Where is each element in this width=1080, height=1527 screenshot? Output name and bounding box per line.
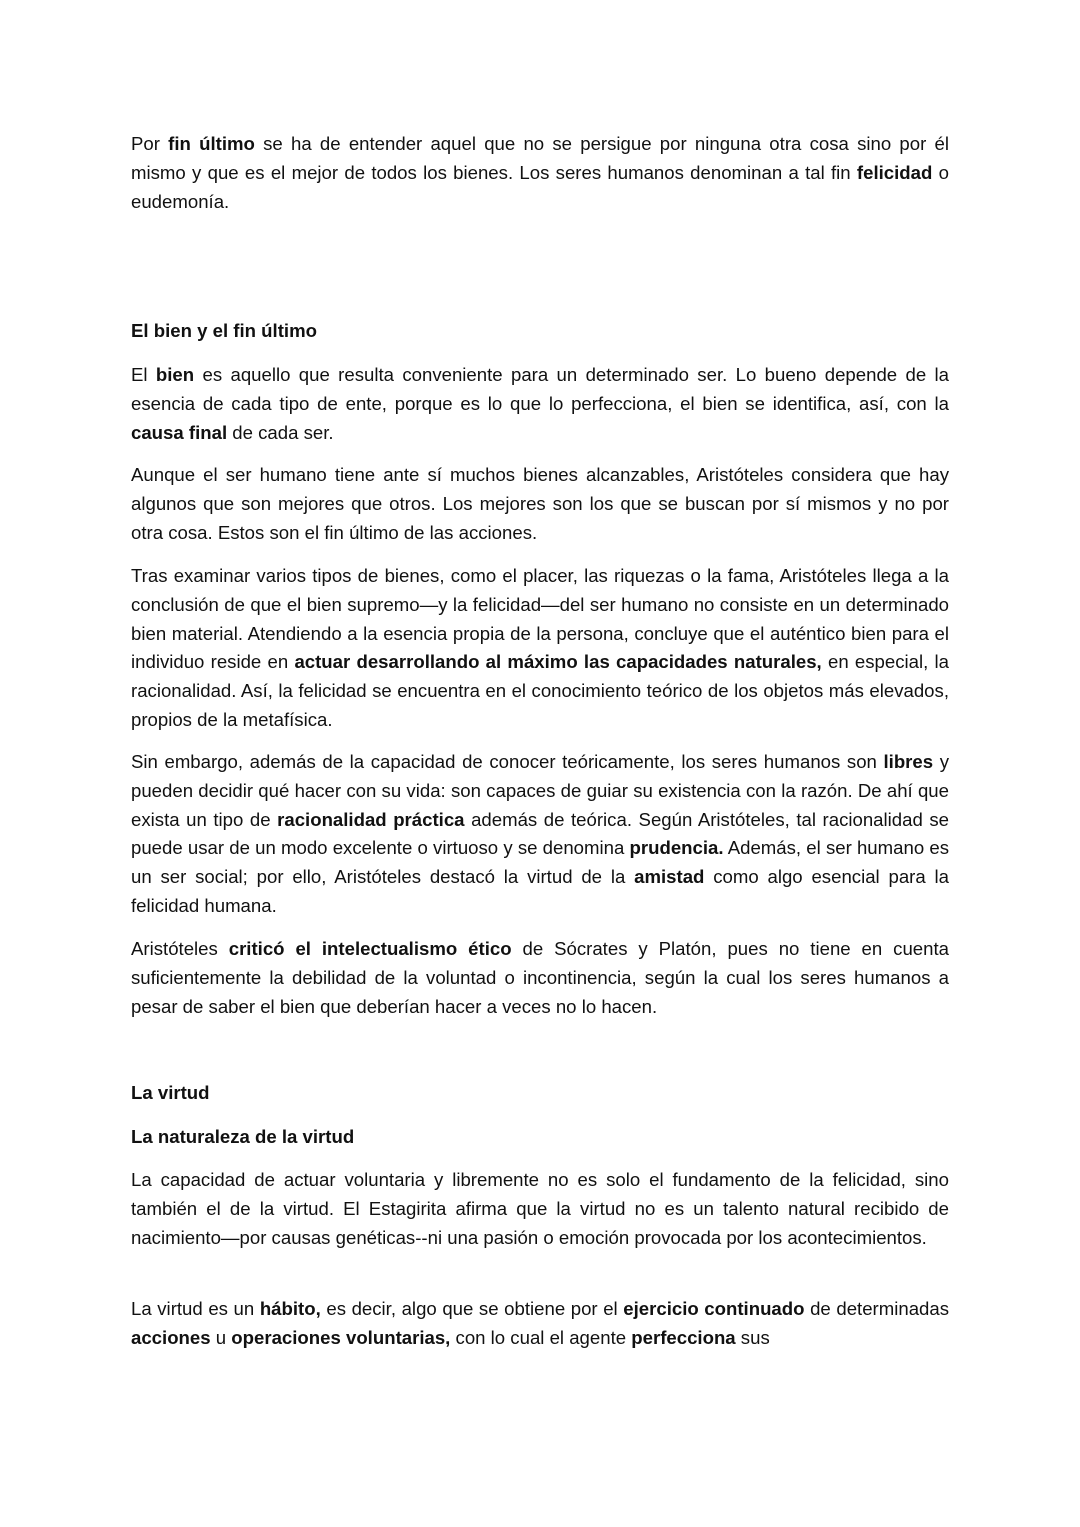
text-run: de Sócrates y Platón, pues no tiene en cuenta suficientemente la debilidad de la voluntad o incontinencia, según la cual los seres humanos a pesar de saber el bien que deberían hacer a veces no lo hacen. <box>131 938 949 1017</box>
text-run: y pueden decidir qué hacer con su vida: son capaces de guiar su existencia con la razón. De ahí que exista un tipo de <box>131 751 949 830</box>
bold-term: operaciones voluntarias, <box>231 1326 451 1348</box>
text-run: de determinadas <box>804 1298 950 1319</box>
bold-term: felicidad <box>856 161 933 183</box>
text-run: como algo esencial para la felicidad humana. <box>131 866 949 916</box>
bold-term: criticó el intelectualismo ético <box>228 938 512 959</box>
text-run: además de teórica. Según Aristóteles, tal racionalidad se puede usar de un modo excelente o virtuoso y se denomina <box>131 808 949 859</box>
paragraph-racionalidad-practica <box>131 748 949 921</box>
bold-term: bien <box>155 364 195 385</box>
bold-term: libres <box>883 751 934 772</box>
paragraph-virtud-habito <box>131 1295 949 1353</box>
text-run: Tras examinar varios tipos de bienes, como el placer, las riquezas o la fama, Aristóteles llega a la conclusión de que el bien supremo—y la felicidad—del ser humano no consiste en un determinado bien material. Atendiendo a la esencia propia de la persona, concluye que el auténtico bien para el individuo reside en <box>131 565 949 673</box>
text-run: o eudemonía. <box>131 161 949 212</box>
text-run: La virtud es un <box>131 1298 260 1319</box>
text-run: Aristóteles <box>131 938 229 959</box>
text-run: se ha de entender aquel que no se persigue por ninguna otra cosa sino por él mismo y que es el mejor de todos los bienes. Los seres humanos denominan a tal fin <box>131 133 950 183</box>
bold-term: causa final <box>131 421 228 443</box>
text-run: La capacidad de actuar voluntaria y libremente no es solo el fundamento de la felicidad, sino también el de la virtud. El Estagirita afirma que la virtud no es un talento natural recibido de nacimiento—por causas genéticas--ni una pasión o emoción provocada por los acontecimientos. <box>131 1169 949 1248</box>
heading-naturaleza-de-la-virtud: La naturaleza de la virtud <box>131 1126 355 1147</box>
bold-term: fin último <box>168 133 255 154</box>
paragraph-bien <box>131 361 949 447</box>
paragraph-capacidad-de-actuar <box>131 1166 949 1252</box>
text-run: El <box>131 364 156 385</box>
bold-term: actuar desarrollando al máximo las capacidades naturales, <box>294 651 822 673</box>
bold-term: amistad <box>634 866 705 888</box>
bold-term: hábito, <box>259 1298 321 1319</box>
heading-el-bien-y-el-fin-ultimo: El bien y el fin último <box>131 320 317 341</box>
heading-la-virtud: La virtud <box>131 1082 210 1103</box>
text-run: Por <box>131 133 169 154</box>
text-run: sus <box>735 1326 770 1348</box>
bold-term: acciones <box>131 1326 211 1348</box>
paragraph-bienes-alcanzables <box>131 461 949 547</box>
bold-term: perfecciona <box>631 1326 736 1348</box>
text-run: Sin embargo, además de la capacidad de conocer teóricamente, los seres humanos son <box>131 751 884 772</box>
bold-term: ejercicio continuado <box>623 1298 805 1319</box>
text-run: es aquello que resulta conveniente para un determinado ser. Lo bueno depende de la esencia de cada tipo de ente, porque es lo que lo perfecciona, el bien se identifica, así, con la <box>131 364 949 414</box>
text-run: es decir, algo que se obtiene por el <box>320 1298 624 1319</box>
paragraph-intelectualismo-etico <box>131 935 949 1021</box>
text-run: Aunque el ser humano tiene ante sí muchos bienes alcanzables, Aristóteles considera que hay algunos que son mejores que otros. Los mejores son los que se buscan por sí mismos y no por otra cosa. Estos son el fin último de las acciones. <box>131 464 949 543</box>
text-run: con lo cual el agente <box>450 1326 632 1348</box>
text-run: en especial, la racionalidad. Así, la felicidad se encuentra en el conocimiento teórico de los objetos más elevados, propios de la metafísica. <box>131 651 949 730</box>
text-run: de cada ser. <box>227 421 334 443</box>
paragraph-bien-supremo <box>131 562 949 735</box>
text-run: u <box>210 1326 232 1348</box>
text-run: Además, el ser humano es un ser social; por ello, Aristóteles destacó la virtud de la <box>131 837 949 888</box>
paragraph-fin-ultimo <box>131 130 949 216</box>
bold-term: racionalidad práctica <box>277 808 465 830</box>
bold-term: prudencia. <box>629 837 724 859</box>
